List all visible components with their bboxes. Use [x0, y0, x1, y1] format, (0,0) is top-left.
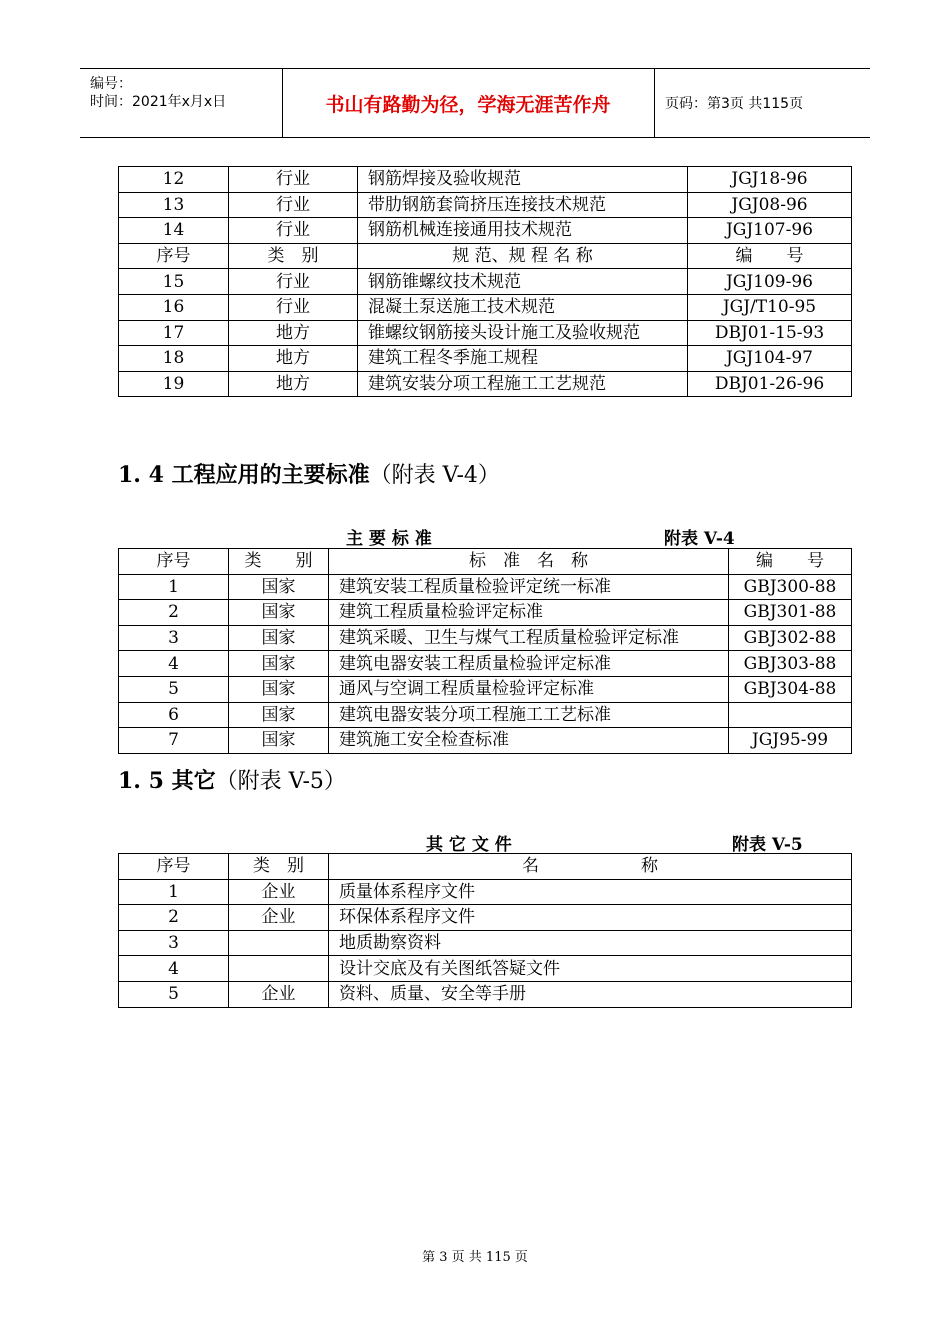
- table-row: [119, 676, 852, 702]
- table-cell: GBJ302-88: [729, 625, 852, 651]
- table-cell: 地方: [229, 371, 358, 397]
- table-cell: 5: [119, 676, 229, 702]
- table-row: [119, 269, 852, 295]
- table-cell: 1: [119, 574, 229, 600]
- table-cell: 类 别: [229, 243, 358, 269]
- table-cell: 15: [119, 269, 229, 295]
- table-cell: JGJ104-97: [688, 346, 852, 372]
- table-cell: 资料、质量、安全等手册: [329, 981, 852, 1007]
- table-row: [119, 981, 852, 1007]
- column-header: 序号: [119, 854, 229, 880]
- table-header-row: [119, 243, 852, 269]
- table-row: [119, 320, 852, 346]
- table-row: [119, 167, 852, 193]
- table-row: [119, 192, 852, 218]
- table-row: [119, 930, 852, 956]
- document-time-label: 时间：2021年x月x日: [90, 94, 227, 110]
- table-cell: 地方: [229, 320, 358, 346]
- page-info-text: 页码：第3页 共115页: [665, 96, 804, 112]
- table-cell: 设计交底及有关图纸答疑文件: [329, 956, 852, 982]
- column-header: 标 准 名 称: [329, 549, 729, 575]
- table-cell: 行业: [229, 294, 358, 320]
- section-1-4-title-suffix: （附表 V-4）: [369, 463, 500, 488]
- table-cell: 建筑施工安全检查标准: [329, 728, 729, 754]
- table-cell: 环保体系程序文件: [329, 905, 852, 931]
- table-cell: JGJ/T10-95: [688, 294, 852, 320]
- table-v5-label: 附表 V-5: [732, 835, 803, 855]
- table-cell: 4: [119, 651, 229, 677]
- section-1-5-title: [118, 764, 346, 795]
- table-cell: 企业: [229, 981, 329, 1007]
- table-row: [119, 728, 852, 754]
- table-cell: 地方: [229, 346, 358, 372]
- table-cell: 行业: [229, 269, 358, 295]
- table-cell: 5: [119, 981, 229, 1007]
- column-header: 类 别: [229, 549, 329, 575]
- table-cell: 3: [119, 625, 229, 651]
- table-cell: 国家: [229, 651, 329, 677]
- table-v4-label: 附表 V-4: [664, 529, 735, 549]
- section-1-4-title-main: 1. 4 工程应用的主要标准: [118, 462, 370, 488]
- table-cell: 国家: [229, 574, 329, 600]
- table-row: [119, 600, 852, 626]
- column-header: 类 别: [229, 854, 329, 880]
- table-row: [119, 294, 852, 320]
- table-cell: 国家: [229, 625, 329, 651]
- table-cell: DBJ01-26-96: [688, 371, 852, 397]
- table-cell: 18: [119, 346, 229, 372]
- table-cell: 地质勘察资料: [329, 930, 852, 956]
- table-cell: 行业: [229, 167, 358, 193]
- page-header: [80, 68, 870, 138]
- table-cell: 6: [119, 702, 229, 728]
- table-cell: [729, 702, 852, 728]
- table-cell: 国家: [229, 600, 329, 626]
- table-cell: 2: [119, 600, 229, 626]
- table-row: [119, 574, 852, 600]
- table-cell: 建筑工程冬季施工规程: [358, 346, 688, 372]
- table-cell: 国家: [229, 728, 329, 754]
- table-cell: 建筑安装工程质量检验评定统一标准: [329, 574, 729, 600]
- table-cell: 通风与空调工程质量检验评定标准: [329, 676, 729, 702]
- table-cell: 混凝土泵送施工技术规范: [358, 294, 688, 320]
- table-cell: 建筑电器安装工程质量检验评定标准: [329, 651, 729, 677]
- table-header-row: [119, 854, 852, 880]
- table-cell: 建筑安装分项工程施工工艺规范: [358, 371, 688, 397]
- table-cell: 带肋钢筋套筒挤压连接技术规范: [358, 192, 688, 218]
- table-cell: JGJ109-96: [688, 269, 852, 295]
- header-page-info: [655, 69, 870, 137]
- column-header: 编 号: [729, 549, 852, 575]
- table-cell: 钢筋锥螺纹技术规范: [358, 269, 688, 295]
- table-cell: [229, 956, 329, 982]
- table-cell: 国家: [229, 676, 329, 702]
- table-cell: 规 范、规 程 名 称: [358, 243, 688, 269]
- table-row: [119, 371, 852, 397]
- header-motto: 书山有路勤为径，学海无涯苦作舟: [282, 69, 655, 137]
- table-cell: 2: [119, 905, 229, 931]
- table-cell: 13: [119, 192, 229, 218]
- table-row: [119, 905, 852, 931]
- table-cell: 16: [119, 294, 229, 320]
- table-row: [119, 346, 852, 372]
- table-cell: JGJ95-99: [729, 728, 852, 754]
- table-cell: JGJ18-96: [688, 167, 852, 193]
- table-cell: 12: [119, 167, 229, 193]
- table-v5-caption: 其 它 文 件: [426, 835, 512, 855]
- table-cell: [229, 930, 329, 956]
- table-cell: GBJ300-88: [729, 574, 852, 600]
- table-cell: 建筑采暖、卫生与煤气工程质量检验评定标准: [329, 625, 729, 651]
- table-row: [119, 651, 852, 677]
- table-header-row: [119, 549, 852, 575]
- standards-continuation-table: [118, 166, 852, 397]
- table-cell: 17: [119, 320, 229, 346]
- table-row: [119, 625, 852, 651]
- header-meta: [80, 69, 283, 137]
- table-cell: 钢筋机械连接通用技术规范: [358, 218, 688, 244]
- section-1-5-title-main: 1. 5 其它: [118, 768, 216, 794]
- table-v4-caption: 主 要 标 准: [346, 529, 432, 549]
- table-cell: 建筑电器安装分项工程施工工艺标准: [329, 702, 729, 728]
- main-standards-table: [118, 548, 852, 754]
- table-cell: 行业: [229, 218, 358, 244]
- table-cell: 14: [119, 218, 229, 244]
- table-cell: GBJ301-88: [729, 600, 852, 626]
- page-footer: 第 3 页 共 115 页: [422, 1250, 528, 1265]
- table-cell: GBJ304-88: [729, 676, 852, 702]
- table-row: [119, 702, 852, 728]
- other-documents-table: [118, 853, 852, 1008]
- table-cell: 钢筋焊接及验收规范: [358, 167, 688, 193]
- table-cell: 编 号: [688, 243, 852, 269]
- table-cell: 行业: [229, 192, 358, 218]
- table-cell: JGJ08-96: [688, 192, 852, 218]
- table-cell: 企业: [229, 905, 329, 931]
- table-cell: 锥螺纹钢筋接头设计施工及验收规范: [358, 320, 688, 346]
- table-cell: 建筑工程质量检验评定标准: [329, 600, 729, 626]
- table-cell: 19: [119, 371, 229, 397]
- table-cell: 国家: [229, 702, 329, 728]
- table-cell: 3: [119, 930, 229, 956]
- table-cell: 企业: [229, 879, 329, 905]
- section-1-4-title: [118, 458, 500, 489]
- table-cell: 序号: [119, 243, 229, 269]
- section-1-5-title-suffix: （附表 V-5）: [215, 769, 346, 794]
- table-cell: JGJ107-96: [688, 218, 852, 244]
- table-row: [119, 879, 852, 905]
- table-cell: 质量体系程序文件: [329, 879, 852, 905]
- table-cell: DBJ01-15-93: [688, 320, 852, 346]
- table-cell: GBJ303-88: [729, 651, 852, 677]
- document-number-label: 编号：: [90, 76, 132, 92]
- column-header: 序号: [119, 549, 229, 575]
- table-row: [119, 218, 852, 244]
- table-cell: 7: [119, 728, 229, 754]
- table-cell: 4: [119, 956, 229, 982]
- column-header: 名 称: [329, 854, 852, 880]
- table-row: [119, 956, 852, 982]
- table-cell: 1: [119, 879, 229, 905]
